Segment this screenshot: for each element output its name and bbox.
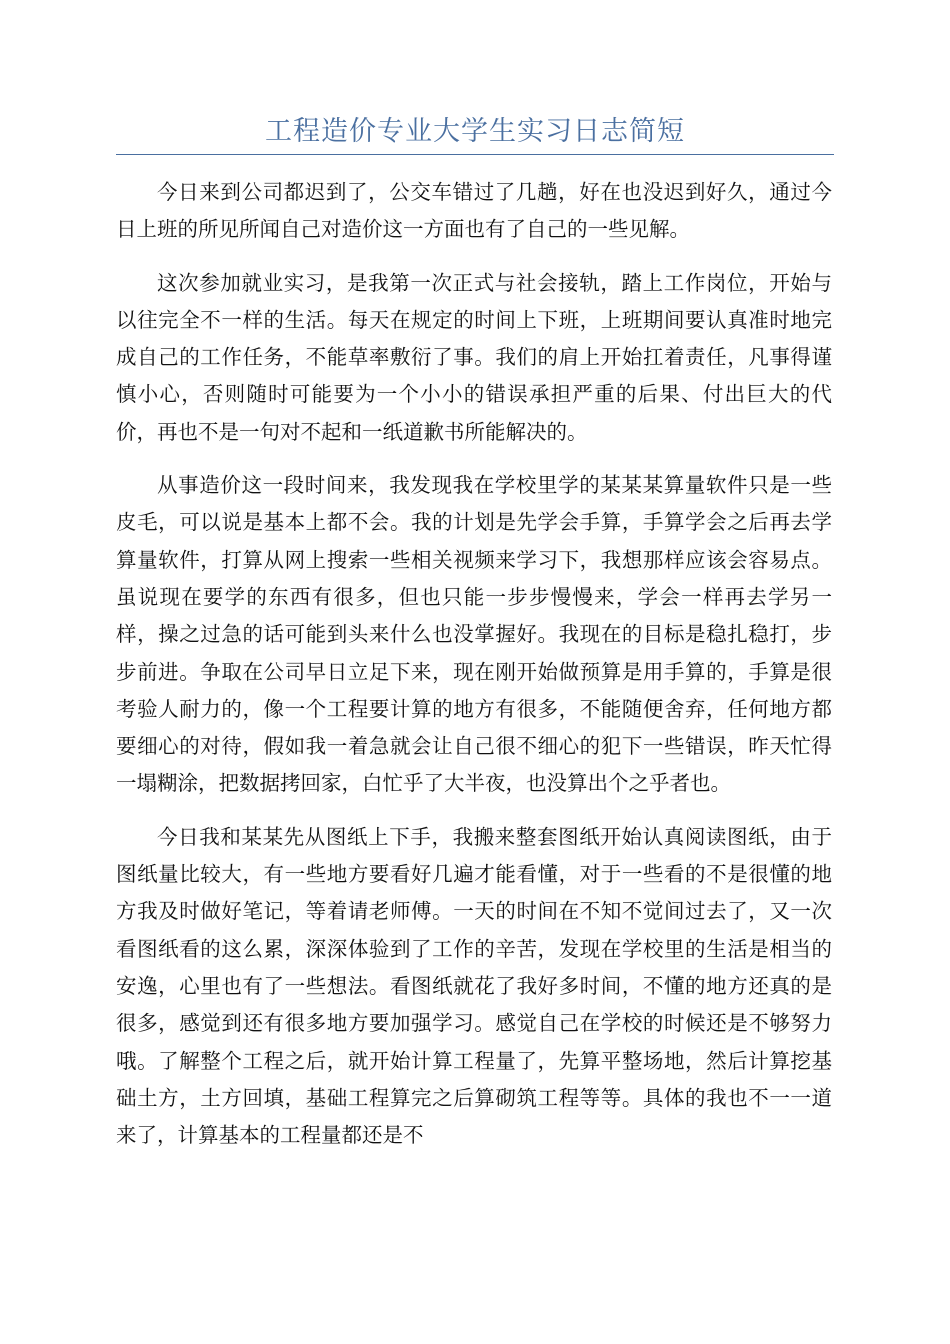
document-body bbox=[116, 174, 832, 1170]
paragraph-1: 今日来到公司都迟到了，公交车错过了几趟，好在也没迟到好久，通过今日上班的所见所闻自己对造价这一方面也有了自己的一些见解。 bbox=[116, 180, 832, 242]
title-underline bbox=[116, 154, 834, 155]
paragraph-4: 今日我和某某先从图纸上下手，我搬来整套图纸开始认真阅读图纸，由于图纸量比较大，有一些地方要看好几遍才能看懂，对于一些看的不是很懂的地方我及时做好笔记，等着请老师傅。一天的时间在不知不觉间过去了，又一次看图纸看的这么累，深深体验到了工作的辛苦，发现在学校里的生活是相当的安逸，心里也有了一些想法。看图纸就花了我好多时间，不懂的地方还真的是很多，感觉到还有很多地方要加强学习。感觉自己在学校的时候还是不够努力哦。了解整个工程之后，就开始计算工程量了，先算平整场地，然后计算挖基础土方，土方回填，基础工程算完之后算砌筑工程等等。具体的我也不一一道来了，计算基本的工程量都还是不 bbox=[116, 824, 832, 1148]
document-title: 工程造价专业大学生实习日志简短 bbox=[265, 116, 685, 147]
paragraph-2: 这次参加就业实习，是我第一次正式与社会接轨，踏上工作岗位，开始与以往完全不一样的生活。每天在规定的时间上下班，上班期间要认真准时地完成自己的工作任务，不能草率敷衍了事。我们的肩上开始扛着责任，凡事得谨慎小心，否则随时可能要为一个小小的错误承担严重的后果、付出巨大的代价，再也不是一句对不起和一纸道歉书所能解决的。 bbox=[116, 270, 832, 444]
paragraph-3: 从事造价这一段时间来，我发现我在学校里学的某某某算量软件只是一些皮毛，可以说是基本上都不会。我的计划是先学会手算，手算学会之后再去学算量软件，打算从网上搜索一些相关视频来学习下，我想那样应该会容易点。虽说现在要学的东西有很多，但也只能一步步慢慢来，学会一样再去学另一样，操之过急的话可能到头来什么也没掌握好。我现在的目标是稳扎稳打，步步前进。争取在公司早日立足下来，现在刚开始做预算是用手算的，手算是很考验人耐力的，像一个工程要计算的地方有很多，不能随便舍弃，任何地方都要细心的对待，假如我一着急就会让自己很不细心的犯下一些错误，昨天忙得一塌糊涂，把数据拷回家，白忙乎了大半夜，也没算出个之乎者也。 bbox=[116, 473, 832, 796]
